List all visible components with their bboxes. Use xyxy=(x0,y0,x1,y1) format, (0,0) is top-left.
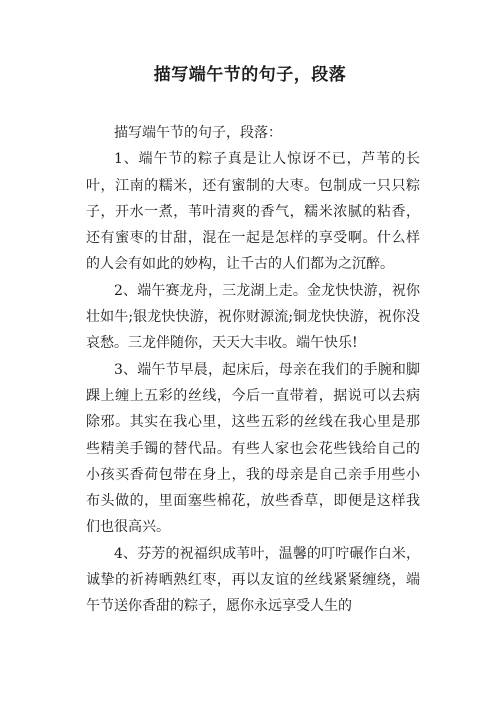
page-title: 描写端午节的句子，段落 xyxy=(153,65,347,85)
paragraph-1: 1、端午节的粽子真是让人惊讶不已，芦苇的长叶，江南的糯米，还有蜜制的大枣。包制成一只只粽子，开水一煮，苇叶清爽的香气，糯米浓腻的粘香，还有蜜枣的甘甜，混在一起是怎样的享受啊。什么样的人会有如此的妙构，让千古的人们都为之沉醉。 xyxy=(86,151,420,273)
paragraph-3: 3、端午节早晨，起床后，母亲在我们的手腕和脚踝上缠上五彩的丝线，今后一直带着，据说可以去病除邪。其实在我心里，这些五彩的丝线在我心里是那些精美手镯的替代品。有些人家也会花些钱给自己的小孩买香荷包带在身上，我的母亲是自己亲手用些小布头做的，里面塞些棉花，放些香草，即便是这样我们也很高兴。 xyxy=(86,361,420,536)
document-body xyxy=(86,120,420,620)
intro-paragraph: 描写端午节的句子，段落： xyxy=(114,125,282,141)
paragraph-4: 4、芬芳的祝福织成苇叶，温馨的叮咛碾作白米，诚挚的祈祷晒熟红枣，再以友谊的丝线紧紧缠绕，端午节送你香甜的粽子，愿你永远享受人生的 xyxy=(86,545,420,615)
paragraph-2: 2、端午赛龙舟，三龙湖上走。金龙快快游，祝你壮如牛;银龙快快游，祝你财源流;铜龙快快游，祝你没哀愁。三龙伴随你，天天大丰收。端午快乐! xyxy=(86,282,420,352)
